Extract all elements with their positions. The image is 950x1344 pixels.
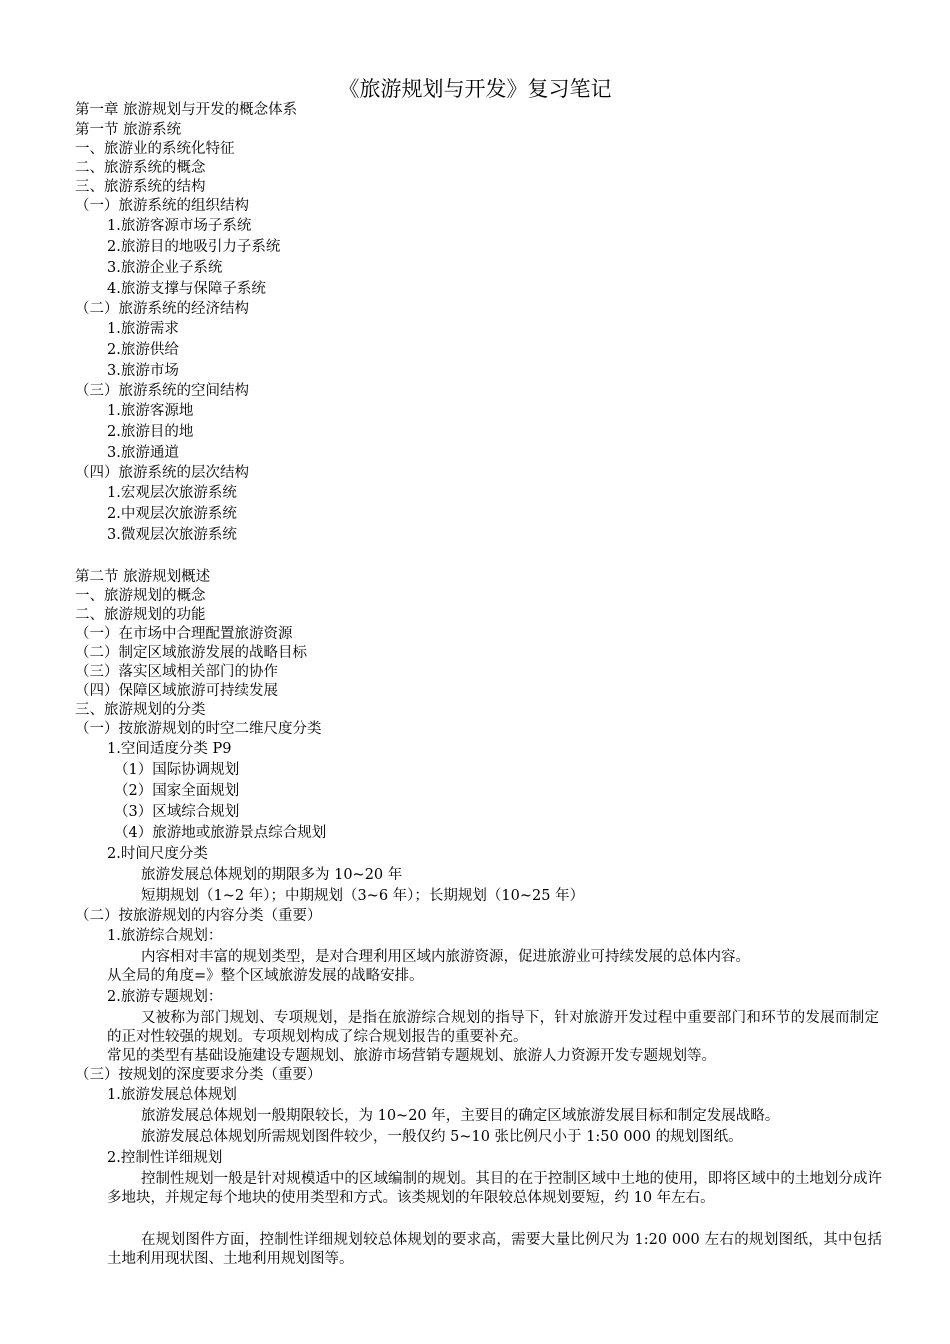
body-paragraph: 在规划图件方面，控制性详细规划较总体规划的要求高，需要大量比例尺为 1:20 000 左右的规划图纸，其中包括土地利用现状图、土地利用规划图等。 [107, 1232, 882, 1267]
outline-item: 一、旅游业的系统化特征 [75, 141, 235, 157]
outline-detail-item: （3）区域综合规划 [114, 804, 240, 820]
outline-item: 三、旅游系统的结构 [75, 179, 206, 195]
body-paragraph: 控制性规划一般是针对规模适中的区域编制的规划。其目的在于控制区域中土地的使用，即将区域中的土地划分成许多地块，并规定每个地块的使用类型和方式。该类规划的年限较总体规划要短，约 10 年左右。 [107, 1171, 882, 1206]
outline-subheading: （二）旅游系统的经济结构 [75, 301, 249, 317]
outline-subitem: 1.旅游综合规划： [107, 928, 223, 944]
outline-detail-item: （1）国际协调规划 [114, 762, 240, 778]
outline-subheading: （三）旅游系统的空间结构 [75, 383, 249, 399]
outline-subheading: （一）按旅游规划的时空二维尺度分类 [75, 721, 322, 737]
outline-subheading: （四）保障区域旅游可持续发展 [75, 683, 278, 699]
document-title: 《旅游规划与开发》复习笔记 [338, 77, 612, 101]
outline-detail-item: （2）国家全面规划 [114, 783, 240, 799]
chapter-heading: 第一章 旅游规划与开发的概念体系 [75, 102, 298, 118]
body-text: 内容相对丰富的规划类型，是对合理利用区域内旅游资源，促进旅游业可持续发展的总体内容。 [141, 949, 750, 965]
outline-subheading: （二）按旅游规划的内容分类（重要） [75, 908, 322, 924]
outline-subitem: 2.旅游目的地 [107, 424, 194, 440]
outline-subitem: 3.旅游市场 [107, 363, 179, 379]
outline-subitem: 2.控制性详细规划 [107, 1150, 223, 1166]
outline-subheading: （三）按规划的深度要求分类（重要） [75, 1067, 322, 1083]
outline-subitem: 2.旅游目的地吸引力子系统 [107, 239, 281, 255]
outline-subheading: （一）旅游系统的组织结构 [75, 198, 249, 214]
outline-item: 二、旅游规划的功能 [75, 607, 206, 623]
outline-subitem: 1.旅游客源地 [107, 403, 194, 419]
body-text: 短期规划（1~2 年）；中期规划（3~6 年）；长期规划（10~25 年） [141, 888, 585, 904]
outline-subitem: 1.空间适度分类 P9 [107, 741, 232, 757]
body-text: 旅游发展总体规划所需规划图件较少，一般仅约 5~10 张比例尺小于 1:50 000 的规划图纸。 [141, 1129, 743, 1145]
outline-subitem: 4.旅游支撑与保障子系统 [107, 281, 266, 297]
body-text: 常见的类型有基础设施建设专题规划、旅游市场营销专题规划、旅游人力资源开发专题规划等。 [107, 1048, 716, 1064]
outline-detail-item: （4）旅游地或旅游景点综合规划 [114, 825, 327, 841]
outline-subitem: 1.旅游需求 [107, 321, 179, 337]
section-heading: 第一节 旅游系统 [75, 122, 182, 138]
outline-subitem: 1.旅游发展总体规划 [107, 1087, 237, 1103]
outline-subitem: 2.中观层次旅游系统 [107, 506, 237, 522]
outline-subheading: （一）在市场中合理配置旅游资源 [75, 626, 293, 642]
outline-subitem: 3.微观层次旅游系统 [107, 527, 237, 543]
body-paragraph: 又被称为部门规划、专项规划，是指在旅游综合规划的指导下，针对旅游开发过程中重要部门和环节的发展而制定的正对性较强的规划。专项规划构成了综合规划报告的重要补充。 [107, 1010, 879, 1045]
outline-subitem: 2.旅游专题规划： [107, 989, 223, 1005]
outline-subitem: 2.时间尺度分类 [107, 846, 208, 862]
body-text: 旅游发展总体规划的期限多为 10~20 年 [141, 867, 403, 883]
outline-subitem: 3.旅游企业子系统 [107, 260, 223, 276]
outline-subitem: 1.宏观层次旅游系统 [107, 485, 237, 501]
outline-subheading: （四）旅游系统的层次结构 [75, 465, 249, 481]
outline-subheading: （三）落实区域相关部门的协作 [75, 664, 278, 680]
outline-item: 三、旅游规划的分类 [75, 702, 206, 718]
outline-item: 一、旅游规划的概念 [75, 588, 206, 604]
outline-subheading: （二）制定区域旅游发展的战略目标 [75, 645, 307, 661]
body-text: 旅游发展总体规划一般期限较长，为 10~20 年，主要目的确定区域旅游发展目标和制定发展战略。 [141, 1108, 780, 1124]
section-heading: 第二节 旅游规划概述 [75, 569, 211, 585]
outline-subitem: 1.旅游客源市场子系统 [107, 218, 252, 234]
outline-item: 二、旅游系统的概念 [75, 160, 206, 176]
outline-subitem: 3.旅游通道 [107, 445, 179, 461]
outline-subitem: 2.旅游供给 [107, 342, 179, 358]
body-text: 从全局的角度=》整个区域旅游发展的战略安排。 [107, 968, 424, 984]
